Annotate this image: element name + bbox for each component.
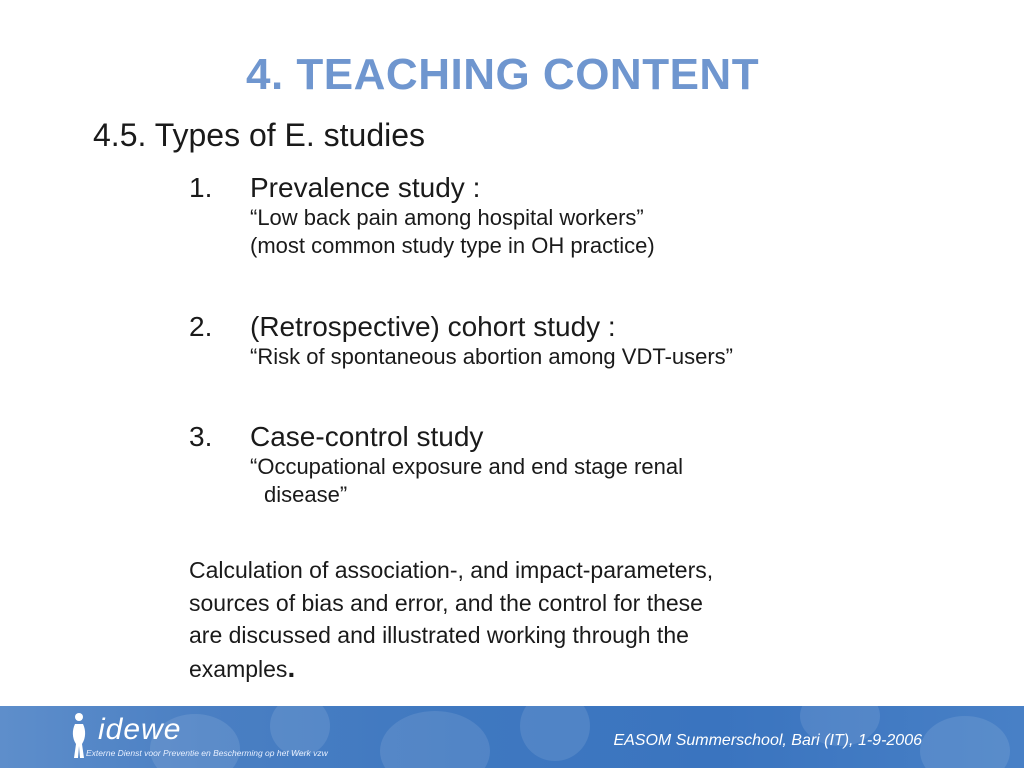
study-heading xyxy=(189,421,909,453)
study-name: (Retrospective) cohort study : xyxy=(250,311,616,342)
conclusion-last-line xyxy=(189,652,869,686)
conclusion-line: Calculation of association-, and impact-parameters, xyxy=(189,557,714,583)
study-number: 1. xyxy=(189,172,213,203)
footer-photo-shape xyxy=(380,711,490,768)
study-number: 3. xyxy=(189,421,213,452)
slide-subtitle: 4.5. Types of E. studies xyxy=(93,117,426,153)
footer-event-text: EASOM Summerschool, Bari (IT), 1-9-2006 xyxy=(613,732,922,749)
study-example: “Occupational exposure and end stage renal xyxy=(250,454,683,479)
conclusion-line: sources of bias and error, and the control for these xyxy=(189,589,703,616)
conclusion-paragraph xyxy=(189,554,869,685)
idewe-logo xyxy=(68,712,368,762)
study-item-case-control xyxy=(189,421,909,509)
conclusion-line: examples xyxy=(189,655,288,682)
study-heading xyxy=(189,172,909,204)
study-example: “Low back pain among hospital workers” xyxy=(250,205,644,230)
study-note: (most common study type in OH practice) xyxy=(250,233,655,258)
logo-name: idewe xyxy=(98,713,182,746)
study-example-continued: disease” xyxy=(264,482,348,507)
footer-photo-shape xyxy=(920,716,1010,768)
logo-tagline: Externe Dienst voor Preventie en Bescherming op het Werk vzw xyxy=(86,748,328,758)
study-example: “Risk of spontaneous abortion among VDT-users” xyxy=(250,344,734,369)
footer-photo-shape xyxy=(520,706,590,761)
study-number: 2. xyxy=(189,311,213,342)
slide-title: 4. TEACHING CONTENT xyxy=(246,50,760,99)
conclusion-period: . xyxy=(287,651,296,683)
conclusion-line: are discussed and illustrated working through the xyxy=(189,622,689,648)
study-item-prevalence xyxy=(189,172,909,260)
study-name: Case-control study xyxy=(250,421,484,452)
study-item-cohort xyxy=(189,311,909,371)
study-name: Prevalence study : xyxy=(250,172,481,203)
study-heading xyxy=(189,311,909,343)
